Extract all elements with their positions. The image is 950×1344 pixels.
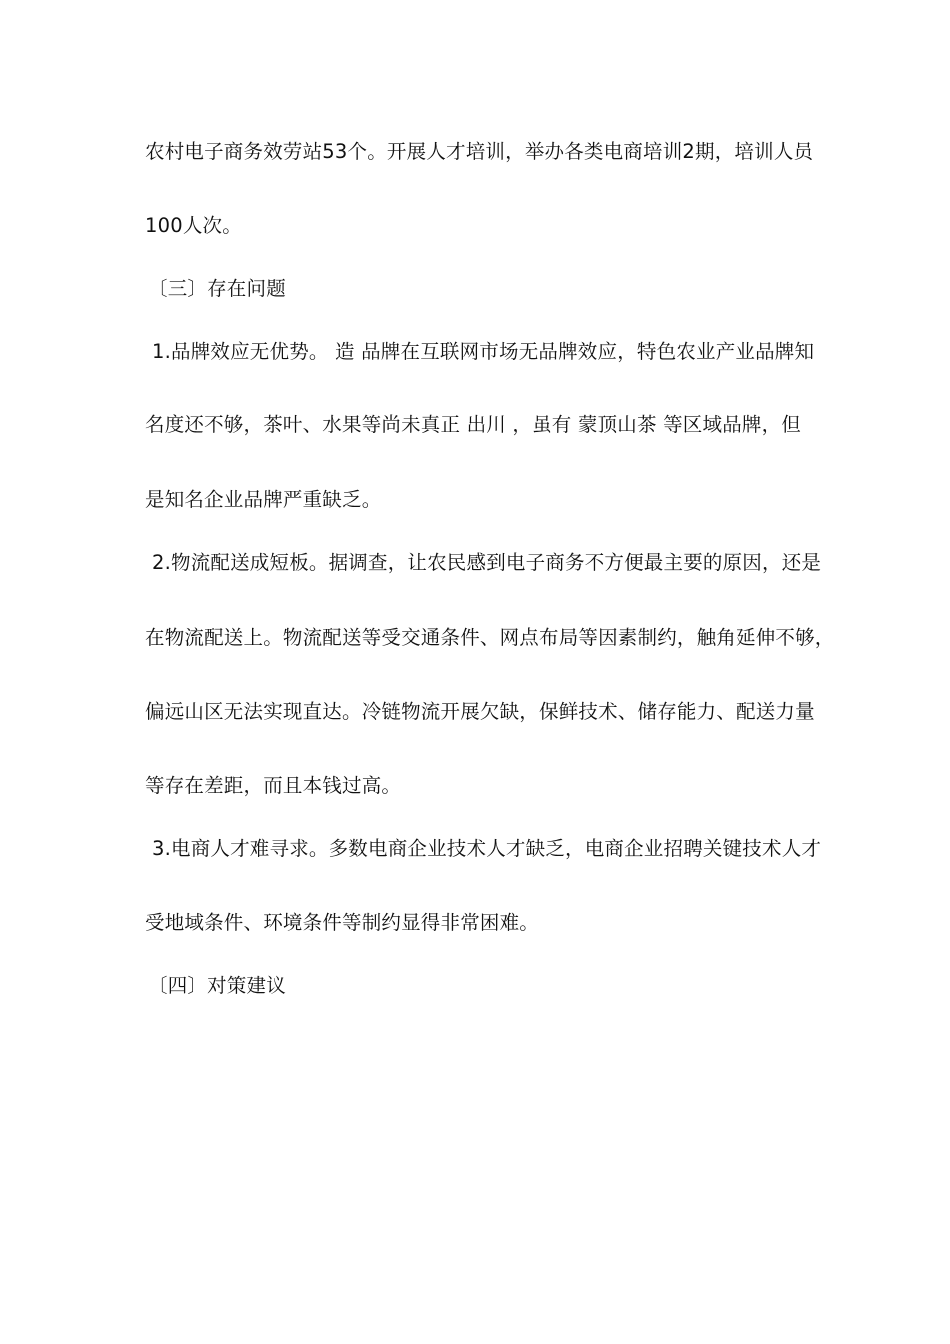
paragraph-line: 100人次。 [145, 214, 242, 237]
paragraph-line: 在物流配送上。物流配送等受交通条件、网点布局等因素制约，触角延伸不够， [145, 626, 835, 649]
paragraph-line: 农村电子商务效劳站53个。开展人才培训，举办各类电商培训2期，培训人员 [145, 140, 814, 163]
paragraph-line: 等存在差距，而且本钱过高。 [145, 774, 402, 797]
paragraph-line: 是知名企业品牌严重缺乏。 [145, 488, 382, 511]
section-heading: 〔四〕对策建议 [148, 974, 286, 997]
paragraph-line: 受地域条件、环境条件等制约显得非常困难。 [145, 911, 540, 934]
paragraph-line: 名度还不够，茶叶、水果等尚未真正 出川 ，虽有 蒙顶山茶 等区域品牌，但 [145, 413, 801, 436]
paragraph-line: 1.品牌效应无优势。 造 品牌在互联网市场无品牌效应，特色农业产业品牌知 [152, 340, 815, 363]
paragraph-line: 偏远山区无法实现直达。冷链物流开展欠缺，保鲜技术、储存能力、配送力量 [145, 700, 815, 723]
paragraph-line: 3.电商人才难寻求。多数电商企业技术人才缺乏，电商企业招聘关键技术人才 [152, 837, 822, 860]
section-heading: 〔三〕存在问题 [148, 277, 286, 300]
paragraph-line: 2.物流配送成短板。据调查，让农民感到电子商务不方便最主要的原因，还是 [152, 551, 822, 574]
